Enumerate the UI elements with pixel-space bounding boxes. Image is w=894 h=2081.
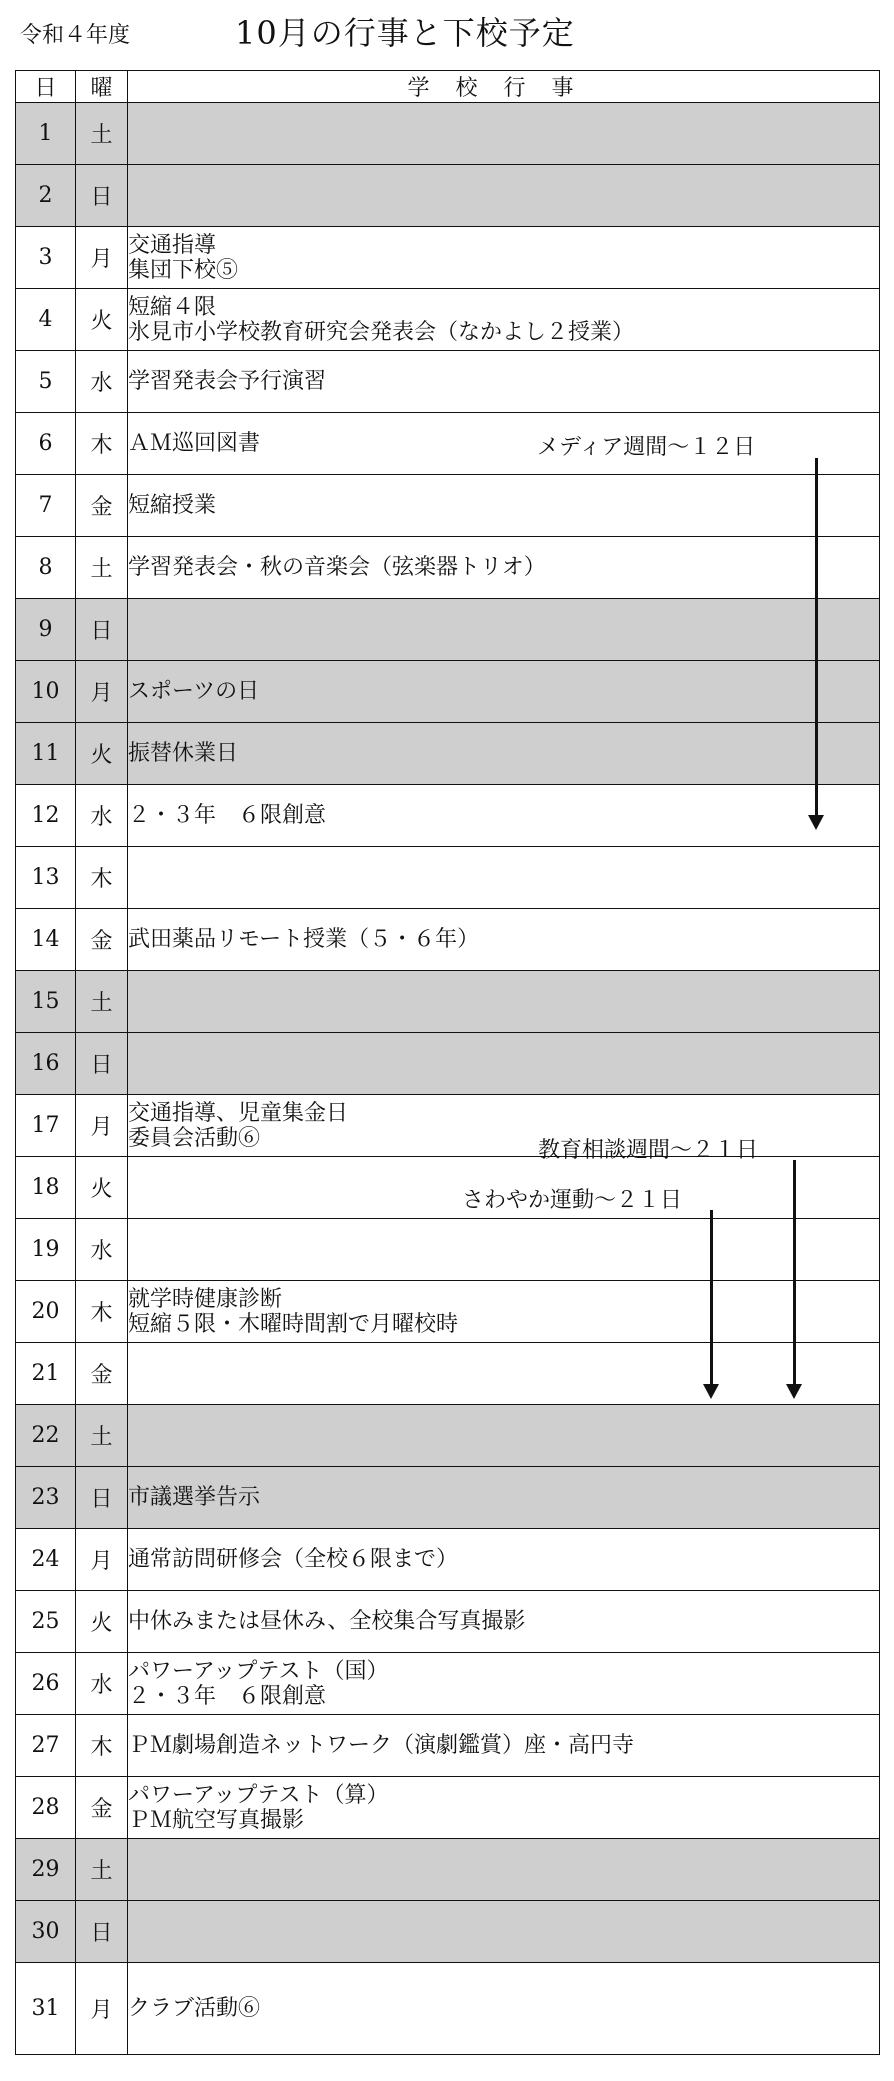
event-text: 短縮４限 xyxy=(128,294,217,320)
day-cell: 28 xyxy=(16,1777,76,1839)
event-text: パワーアップテスト（国） xyxy=(128,1658,389,1684)
event-text: 就学時健康診断 xyxy=(128,1286,283,1312)
weekday-cell: 月 xyxy=(76,661,128,723)
weekday-cell: 金 xyxy=(76,1777,128,1839)
weekday-cell: 日 xyxy=(76,1901,128,1963)
events-column-header: 学校行事 xyxy=(128,71,880,103)
table-row xyxy=(16,785,880,847)
sawayaka-note: さわやか運動～２１日 xyxy=(462,1188,683,1213)
event-text: パワーアップテスト（算） xyxy=(128,1782,389,1808)
day-cell: 12 xyxy=(16,785,76,847)
event-text: 学習発表会予行演習 xyxy=(128,369,327,394)
day-cell: 26 xyxy=(16,1653,76,1715)
weekday-cell: 日 xyxy=(76,1033,128,1095)
counseling-week-arrow xyxy=(793,1160,796,1385)
day-cell: 11 xyxy=(16,723,76,785)
events-cell xyxy=(128,661,880,723)
events-cell xyxy=(128,1839,880,1901)
day-cell: 18 xyxy=(16,1157,76,1219)
events-cell xyxy=(128,227,880,289)
events-cell xyxy=(128,971,880,1033)
fiscal-year-label: 令和４年度 xyxy=(20,23,131,48)
events-cell xyxy=(128,475,880,537)
day-cell: 9 xyxy=(16,599,76,661)
table-row xyxy=(16,1777,880,1839)
day-cell: 24 xyxy=(16,1529,76,1591)
events-cell xyxy=(128,599,880,661)
table-row xyxy=(16,1157,880,1219)
event-text: クラブ活動⑥ xyxy=(128,1996,261,2021)
event-text: ２・３年 ６限創意 xyxy=(128,803,327,828)
events-cell xyxy=(128,1343,880,1405)
day-cell: 27 xyxy=(16,1715,76,1777)
events-cell xyxy=(128,1405,880,1467)
table-row xyxy=(16,1219,880,1281)
weekday-cell: 土 xyxy=(76,103,128,165)
table-row xyxy=(16,1653,880,1715)
weekday-cell: 土 xyxy=(76,537,128,599)
weekday-cell: 木 xyxy=(76,413,128,475)
weekday-cell: 火 xyxy=(76,1157,128,1219)
sawayaka-arrow xyxy=(710,1210,713,1385)
events-cell xyxy=(128,909,880,971)
day-cell: 29 xyxy=(16,1839,76,1901)
day-cell: 2 xyxy=(16,165,76,227)
weekday-cell: 月 xyxy=(76,1529,128,1591)
events-cell xyxy=(128,723,880,785)
day-cell: 21 xyxy=(16,1343,76,1405)
day-column-header: 日 xyxy=(16,71,76,103)
table-row xyxy=(16,289,880,351)
events-cell xyxy=(128,1777,880,1839)
table-row xyxy=(16,227,880,289)
weekday-column-header: 曜 xyxy=(76,71,128,103)
day-cell: 5 xyxy=(16,351,76,413)
events-cell xyxy=(128,1529,880,1591)
weekday-cell: 日 xyxy=(76,1467,128,1529)
events-cell xyxy=(128,1963,880,2055)
weekday-cell: 土 xyxy=(76,1839,128,1901)
table-row xyxy=(16,723,880,785)
event-text: 学習発表会・秋の音楽会（弦楽器トリオ） xyxy=(128,555,546,580)
events-cell xyxy=(128,289,880,351)
event-text: 氷見市小学校教育研究会発表会（なかよし２授業） xyxy=(128,319,635,345)
weekday-cell: 火 xyxy=(76,723,128,785)
events-cell xyxy=(128,1219,880,1281)
events-cell xyxy=(128,1901,880,1963)
event-text: ＰＭ劇場創造ネットワーク（演劇鑑賞）座・高円寺 xyxy=(128,1733,635,1758)
day-cell: 10 xyxy=(16,661,76,723)
weekday-cell: 金 xyxy=(76,909,128,971)
weekday-cell: 木 xyxy=(76,1281,128,1343)
day-cell: 7 xyxy=(16,475,76,537)
event-text: 委員会活動⑥ xyxy=(128,1125,261,1151)
weekday-cell: 水 xyxy=(76,1219,128,1281)
weekday-cell: 木 xyxy=(76,1715,128,1777)
events-cell xyxy=(128,1715,880,1777)
events-cell xyxy=(128,1033,880,1095)
event-text: 短縮５限・木曜時間割で月曜校時 xyxy=(128,1311,459,1337)
table-row xyxy=(16,1529,880,1591)
weekday-cell: 土 xyxy=(76,971,128,1033)
table-row xyxy=(16,537,880,599)
weekday-cell: 水 xyxy=(76,785,128,847)
day-cell: 25 xyxy=(16,1591,76,1653)
events-cell xyxy=(128,847,880,909)
weekday-cell: 日 xyxy=(76,599,128,661)
weekday-cell: 月 xyxy=(76,1963,128,2055)
table-body xyxy=(16,103,880,2055)
day-cell: 19 xyxy=(16,1219,76,1281)
day-cell: 31 xyxy=(16,1963,76,2055)
weekday-cell: 木 xyxy=(76,847,128,909)
table-header-row xyxy=(16,71,880,103)
events-cell xyxy=(128,165,880,227)
event-text: 中休みまたは昼休み、全校集合写真撮影 xyxy=(128,1609,526,1634)
events-cell xyxy=(128,103,880,165)
weekday-cell: 月 xyxy=(76,1095,128,1157)
event-text: 市議選挙告示 xyxy=(128,1485,261,1510)
table-row xyxy=(16,475,880,537)
day-cell: 3 xyxy=(16,227,76,289)
event-text: スポーツの日 xyxy=(128,679,260,704)
weekday-cell: 金 xyxy=(76,475,128,537)
events-cell xyxy=(128,1095,880,1157)
counseling-week-note: 教育相談週間～２１日 xyxy=(538,1138,759,1163)
weekday-cell: 火 xyxy=(76,1591,128,1653)
table-row xyxy=(16,1901,880,1963)
events-cell xyxy=(128,413,880,475)
events-cell xyxy=(128,1653,880,1715)
events-cell xyxy=(128,537,880,599)
table-row xyxy=(16,847,880,909)
events-cell xyxy=(128,351,880,413)
day-cell: 13 xyxy=(16,847,76,909)
day-cell: 14 xyxy=(16,909,76,971)
table-row xyxy=(16,661,880,723)
event-text: ＰＭ航空写真撮影 xyxy=(128,1807,305,1833)
day-cell: 1 xyxy=(16,103,76,165)
event-text: 交通指導、児童集金日 xyxy=(128,1100,349,1126)
table-row xyxy=(16,103,880,165)
table-row xyxy=(16,1281,880,1343)
day-cell: 15 xyxy=(16,971,76,1033)
day-cell: 4 xyxy=(16,289,76,351)
media-week-note: メディア週間～１２日 xyxy=(537,435,756,460)
events-cell xyxy=(128,1467,880,1529)
event-text: 通常訪問研修会（全校６限まで） xyxy=(128,1547,459,1572)
day-cell: 8 xyxy=(16,537,76,599)
day-cell: 6 xyxy=(16,413,76,475)
media-week-arrow xyxy=(815,458,818,816)
table-row xyxy=(16,1343,880,1405)
events-cell xyxy=(128,785,880,847)
weekday-cell: 金 xyxy=(76,1343,128,1405)
events-cell xyxy=(128,1281,880,1343)
table-row xyxy=(16,1715,880,1777)
event-text: 集団下校⑤ xyxy=(128,257,239,283)
event-text: ２・３年 ６限創意 xyxy=(128,1683,327,1709)
table-row xyxy=(16,971,880,1033)
event-text: 交通指導 xyxy=(128,232,217,258)
page-title: 10月の行事と下校予定 xyxy=(235,14,575,52)
weekday-cell: 月 xyxy=(76,227,128,289)
table-row xyxy=(16,599,880,661)
day-cell: 17 xyxy=(16,1095,76,1157)
event-text: 振替休業日 xyxy=(128,741,239,766)
table-row xyxy=(16,1963,880,2055)
weekday-cell: 土 xyxy=(76,1405,128,1467)
table-row xyxy=(16,1467,880,1529)
day-cell: 20 xyxy=(16,1281,76,1343)
event-text: 武田薬品リモート授業（５・６年） xyxy=(128,927,480,952)
event-text: ＡＭ巡回図書 xyxy=(128,431,261,456)
day-cell: 22 xyxy=(16,1405,76,1467)
event-text: 短縮授業 xyxy=(128,493,217,518)
table-row xyxy=(16,1033,880,1095)
table-row xyxy=(16,165,880,227)
day-cell: 16 xyxy=(16,1033,76,1095)
weekday-cell: 水 xyxy=(76,351,128,413)
school-events-table xyxy=(15,70,880,2055)
table-row xyxy=(16,1591,880,1653)
weekday-cell: 日 xyxy=(76,165,128,227)
table-row xyxy=(16,909,880,971)
day-cell: 23 xyxy=(16,1467,76,1529)
table-row xyxy=(16,351,880,413)
table-row xyxy=(16,1839,880,1901)
events-cell xyxy=(128,1591,880,1653)
table-row xyxy=(16,1405,880,1467)
weekday-cell: 火 xyxy=(76,289,128,351)
weekday-cell: 水 xyxy=(76,1653,128,1715)
day-cell: 30 xyxy=(16,1901,76,1963)
